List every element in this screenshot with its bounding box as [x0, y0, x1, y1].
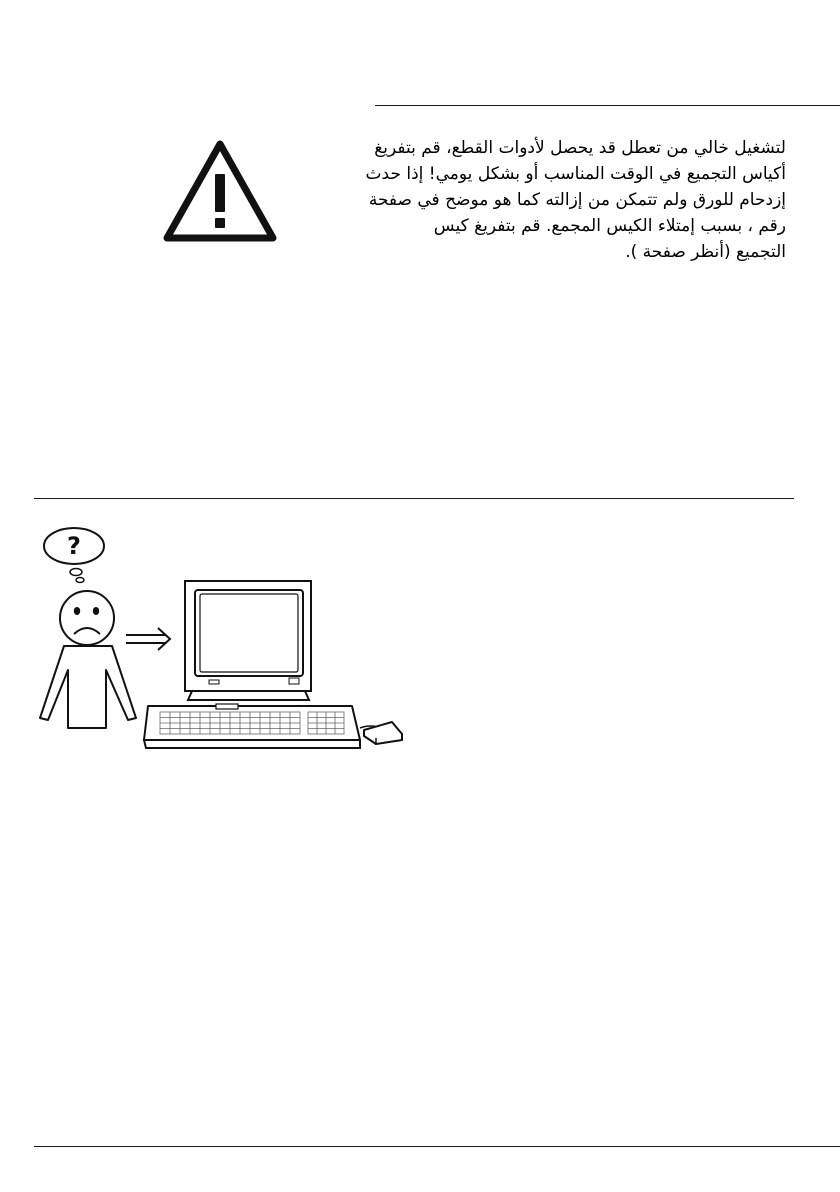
- warning-message: [360, 135, 786, 265]
- bottom-divider: [34, 1146, 840, 1147]
- top-divider: [375, 105, 840, 106]
- section-divider: [34, 498, 794, 499]
- confused-user-computer-illustration: [30, 522, 410, 754]
- warning-line-4: رقم ، بسبب إمتلاء الكيس المجمع. قم بتفريغ كيس: [433, 216, 786, 236]
- mouse-icon: [360, 722, 402, 744]
- arrow-right-icon: [126, 628, 170, 650]
- question-mark: ?: [67, 532, 81, 560]
- warning-line-3: إزدحام للورق ولم تتمكن من إزالته كما هو موضح في صفحة: [368, 190, 786, 210]
- warning-line-1: لتشغيل خالي من تعطل قد يحصل لأدوات القطع، قم بتفريغ: [374, 138, 786, 158]
- warning-triangle-icon: [163, 138, 277, 244]
- keyboard-icon: [144, 704, 360, 748]
- thought-bubble-icon: [44, 528, 104, 583]
- computer-monitor-icon: [185, 581, 311, 700]
- warning-line-2: أكياس التجميع في الوقت المناسب أو بشكل يومي! إذا حدث: [365, 164, 786, 184]
- sad-person-icon: [40, 591, 136, 728]
- warning-line-5: التجميع (أنظر صفحة ).: [625, 242, 786, 262]
